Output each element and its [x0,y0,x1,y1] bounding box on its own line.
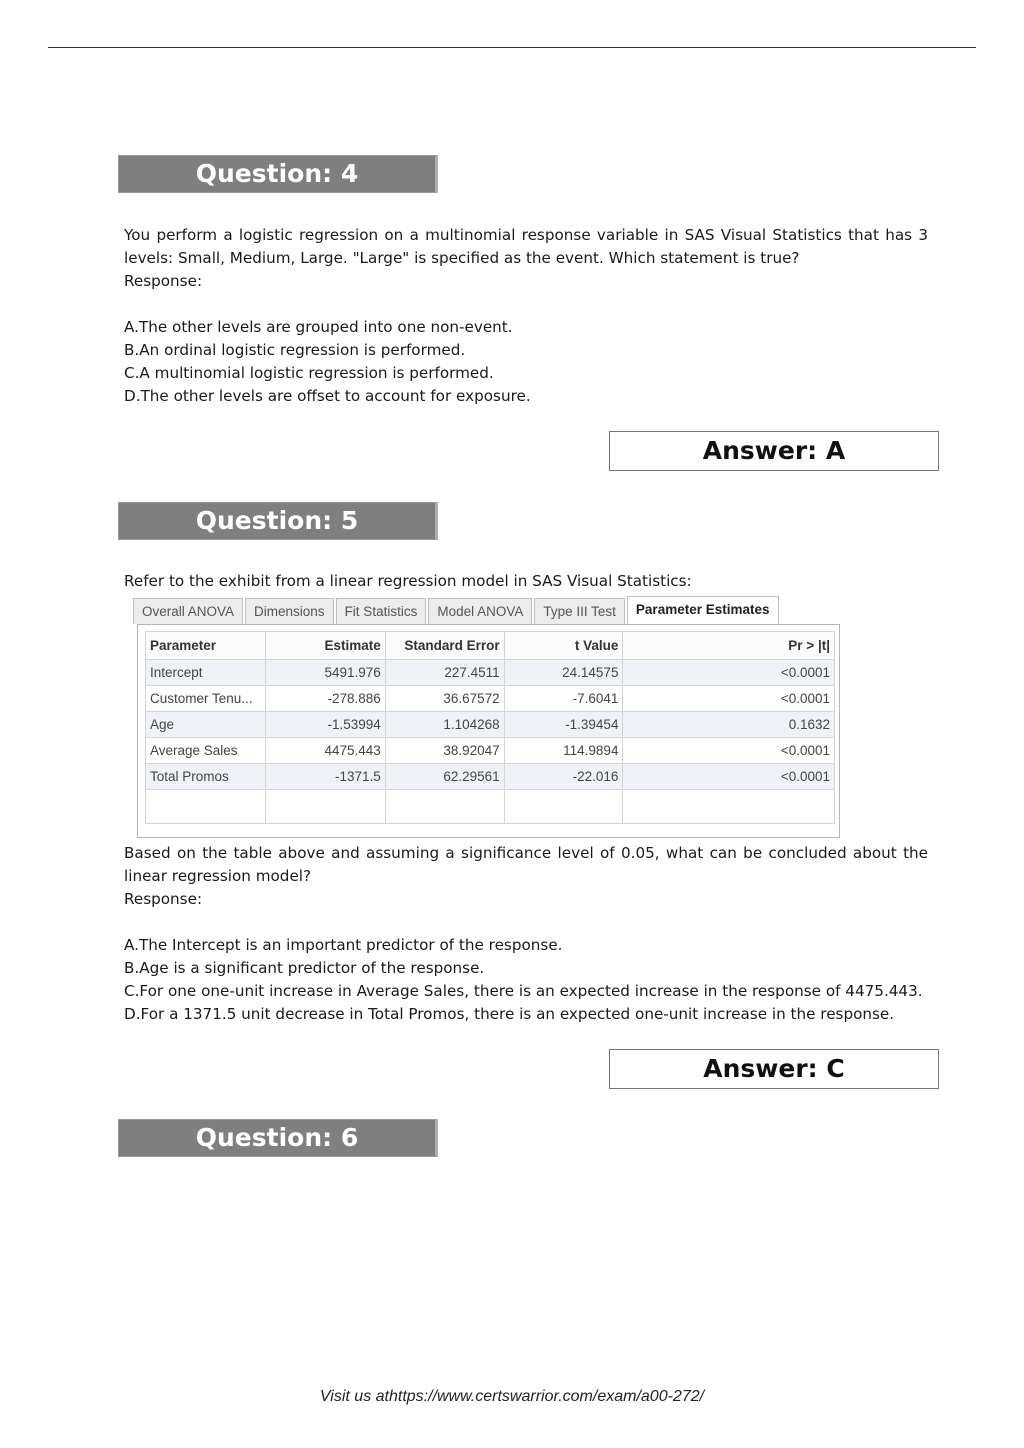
table-row[interactable] [146,712,835,738]
cell-estimate: -278.886 [265,686,385,712]
top-rule [48,47,976,48]
option-a: A.The Intercept is an important predictor of the response. [124,936,563,954]
option-c: C.A multinomial logistic regression is performed. [124,364,494,382]
cell-estimate: -1371.5 [265,764,385,790]
stem-line: Response: [124,890,203,908]
cell-empty [265,790,385,824]
tab-parameter-estimates[interactable]: Parameter Estimates [627,596,779,624]
cell-estimate: -1.53994 [265,712,385,738]
cell-estimate: 5491.976 [265,660,385,686]
cell-t-value: -7.6041 [504,686,623,712]
cell-t-value: -1.39454 [504,712,623,738]
tab-fit-statistics[interactable]: Fit Statistics [336,598,427,624]
exhibit-tabs [133,596,781,624]
column-header-parameter[interactable]: Parameter [146,632,266,660]
exhibit-panel [137,624,840,838]
stem-line: Based on the table above and assuming a significance level of 0.05, what can be concluded about the [124,844,928,862]
cell-empty [385,790,504,824]
question-5-header: Question: 5 [118,502,438,540]
intro-line: Refer to the exhibit from a linear regression model in SAS Visual Statistics: [124,572,692,590]
stem-line: Response: [124,272,203,290]
option-d: D.The other levels are offset to account for exposure. [124,387,531,405]
cell-parameter: Total Promos [146,764,266,790]
question-4-header: Question: 4 [118,155,438,193]
cell-parameter: Intercept [146,660,266,686]
cell-empty [504,790,623,824]
option-a: A.The other levels are grouped into one non-event. [124,318,513,336]
question-5-intro [124,570,928,593]
tab-model-anova[interactable]: Model ANOVA [428,598,532,624]
cell-t-value: 114.9894 [504,738,623,764]
cell-t-value: -22.016 [504,764,623,790]
cell-standard-error: 1.104268 [385,712,504,738]
question-5-options [124,934,944,1026]
cell-standard-error: 36.67572 [385,686,504,712]
parameter-estimates-exhibit [133,596,840,839]
tab-dimensions[interactable]: Dimensions [245,598,334,624]
option-d: D.For a 1371.5 unit decrease in Total Promos, there is an expected one-unit increase in the response. [124,1005,895,1023]
question-4-stem [124,224,928,293]
cell-parameter: Age [146,712,266,738]
cell-estimate: 4475.443 [265,738,385,764]
cell-empty [146,790,266,824]
tab-overall-anova[interactable]: Overall ANOVA [133,598,243,624]
footer-link-text[interactable]: Visit us athttps://www.certswarrior.com/exam/a00-272/ [319,1388,705,1405]
cell-p-value: 0.1632 [623,712,835,738]
stem-line: linear regression model? [124,867,312,885]
stem-line: levels: Small, Medium, Large. "Large" is specified as the event. Which statement is true? [124,249,800,267]
cell-empty [623,790,835,824]
cell-parameter: Customer Tenu... [146,686,266,712]
question-4-answer: Answer: A [609,431,939,471]
stem-line: You perform a logistic regression on a multinomial response variable in SAS Visual Statistics that has 3 [124,226,928,244]
tab-type-iii-test[interactable]: Type III Test [534,598,625,624]
question-5-stem [124,842,928,911]
cell-parameter: Average Sales [146,738,266,764]
option-c: C.For one one-unit increase in Average Sales, there is an expected increase in the response of 4475.443. [124,982,923,1000]
column-header-standard-error[interactable]: Standard Error [385,632,504,660]
table-row[interactable] [146,660,835,686]
table-row[interactable] [146,738,835,764]
cell-standard-error: 62.29561 [385,764,504,790]
cell-p-value: <0.0001 [623,686,835,712]
cell-p-value: <0.0001 [623,764,835,790]
question-4-options [124,316,944,408]
table-header-row [146,632,835,660]
option-b: B.Age is a significant predictor of the response. [124,959,485,977]
question-6-header: Question: 6 [118,1119,438,1157]
cell-standard-error: 38.92047 [385,738,504,764]
column-header-pr-t[interactable]: Pr > |t| [623,632,835,660]
column-header-t-value[interactable]: t Value [504,632,623,660]
table-row-empty [146,790,835,824]
table-row[interactable] [146,686,835,712]
option-b: B.An ordinal logistic regression is performed. [124,341,466,359]
question-5-answer: Answer: C [609,1049,939,1089]
cell-p-value: <0.0001 [623,660,835,686]
cell-t-value: 24.14575 [504,660,623,686]
cell-standard-error: 227.4511 [385,660,504,686]
column-header-estimate[interactable]: Estimate [265,632,385,660]
table-row[interactable] [146,764,835,790]
cell-p-value: <0.0001 [623,738,835,764]
parameter-estimates-table [145,631,835,824]
